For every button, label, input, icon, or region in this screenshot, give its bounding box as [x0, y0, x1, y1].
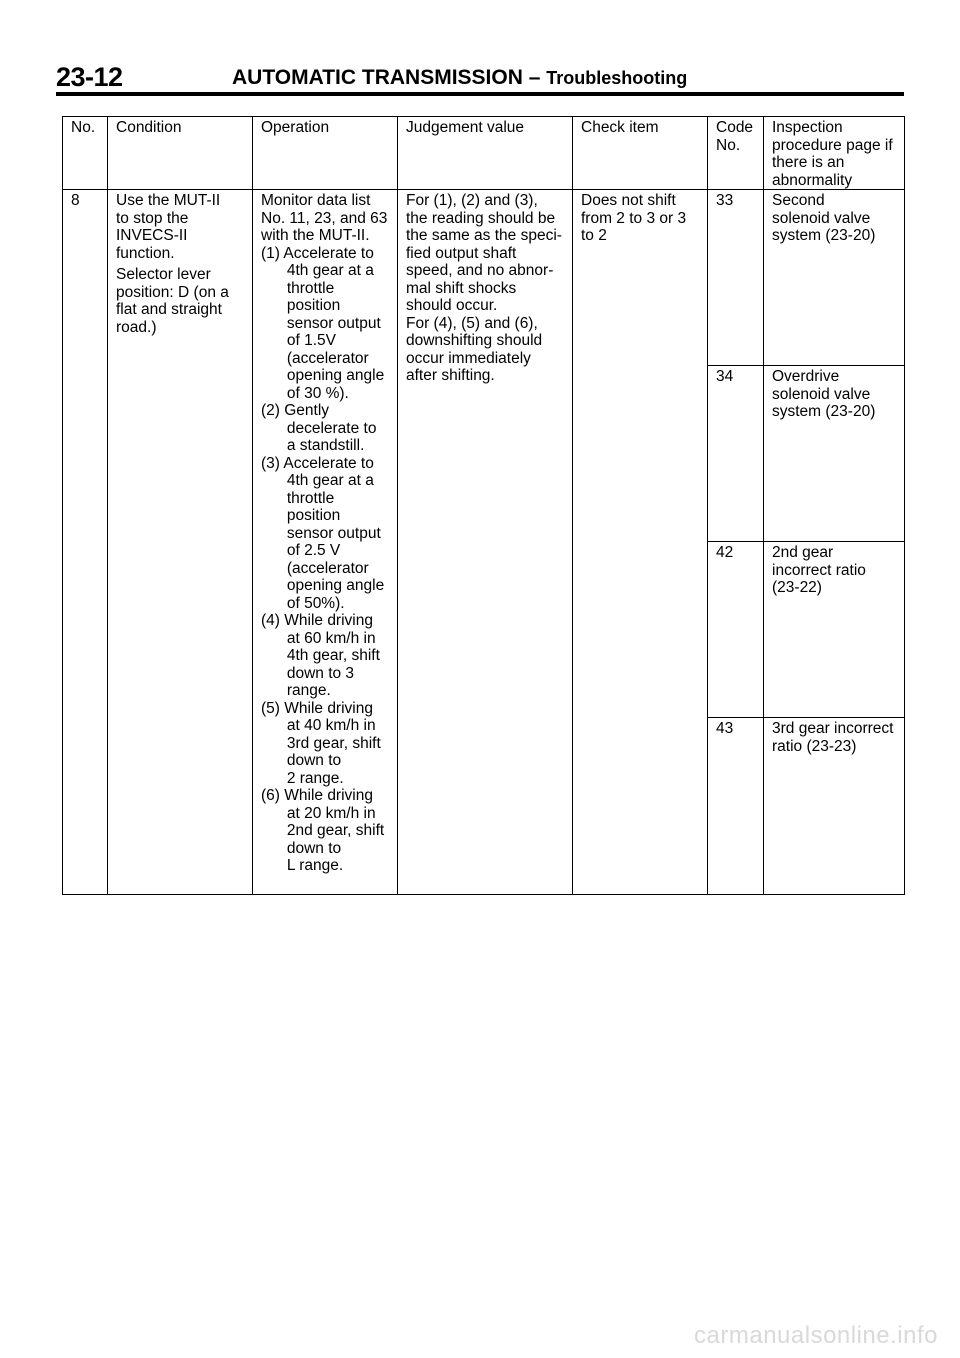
- inspection-33: Second solenoid valve system (23-20): [764, 190, 904, 366]
- col-header-no: No.: [63, 117, 108, 190]
- table-header-row: [63, 117, 905, 190]
- page-number: 23-12: [56, 62, 123, 92]
- section-title: [232, 66, 687, 90]
- condition-selector: Selector lever position: D (on a flat and straight road.): [116, 266, 229, 336]
- code-33: 33: [708, 190, 763, 366]
- col-header-check-item: Check item: [573, 117, 708, 190]
- section-subtitle: Troubleshooting: [546, 68, 688, 88]
- page-header: [56, 62, 904, 96]
- inspection-42: 2nd gear incorrect ratio (23-22): [764, 542, 904, 718]
- code-42: 42: [708, 542, 763, 718]
- judgement-upshift: For (1), (2) and (3), the reading should be the same as the speci- fied output shaft speed, and no abnor- mal shift shocks should occur.: [406, 192, 562, 314]
- col-header-inspection: Inspection procedure page if there is an abnormality: [764, 117, 905, 190]
- col-header-code: Code No.: [708, 117, 764, 190]
- row-number: 8: [63, 190, 108, 895]
- chapter-title: AUTOMATIC TRANSMISSION: [232, 66, 523, 89]
- condition-cell: [108, 190, 253, 895]
- col-header-condition: Condition: [108, 117, 253, 190]
- table-row: [63, 190, 905, 895]
- inspection-cell: [764, 190, 905, 895]
- operation-cell: [253, 190, 398, 895]
- code-cell: [708, 190, 764, 895]
- inspection-34: Overdrive solenoid valve system (23-20): [764, 366, 904, 542]
- judgement-cell: [398, 190, 573, 895]
- code-34: 34: [708, 366, 763, 542]
- title-dash: –: [528, 66, 541, 89]
- operation-text: Monitor data list No. 11, 23, and 63 with the MUT-II. (1) Accelerate to 4th gear at a throttle position sensor output of 1.5V (accelerator opening angle of 30 %). (2) Gently decelerate to a standstill. (3) Accelerate to 4th gear at a throttle position sensor output of 2.5 V (accelerator opening angle of 50%). (4) While driving at 60 km/h in 4th gear, shift down to 3 range. (5) While driving at 40 km/h in 3rd gear, shift down to 2 range. (6) While driving at 20 km/h in 2nd gear, shift down to L range.: [261, 192, 388, 874]
- troubleshooting-table: [62, 116, 905, 895]
- inspection-43: 3rd gear incorrect ratio (23-23): [772, 720, 894, 755]
- check-item-cell: Does not shift from 2 to 3 or 3 to 2: [573, 190, 708, 895]
- judgement-downshift: For (4), (5) and (6), downshifting should occur immediately after shifting.: [406, 314, 543, 384]
- col-header-judgement: Judgement value: [398, 117, 573, 190]
- condition-mut: Use the MUT-II to stop the INVECS-II function.: [116, 192, 221, 262]
- watermark: carmanualsonline.info: [694, 1322, 938, 1349]
- code-43: 43: [716, 720, 734, 737]
- col-header-operation: Operation: [253, 117, 398, 190]
